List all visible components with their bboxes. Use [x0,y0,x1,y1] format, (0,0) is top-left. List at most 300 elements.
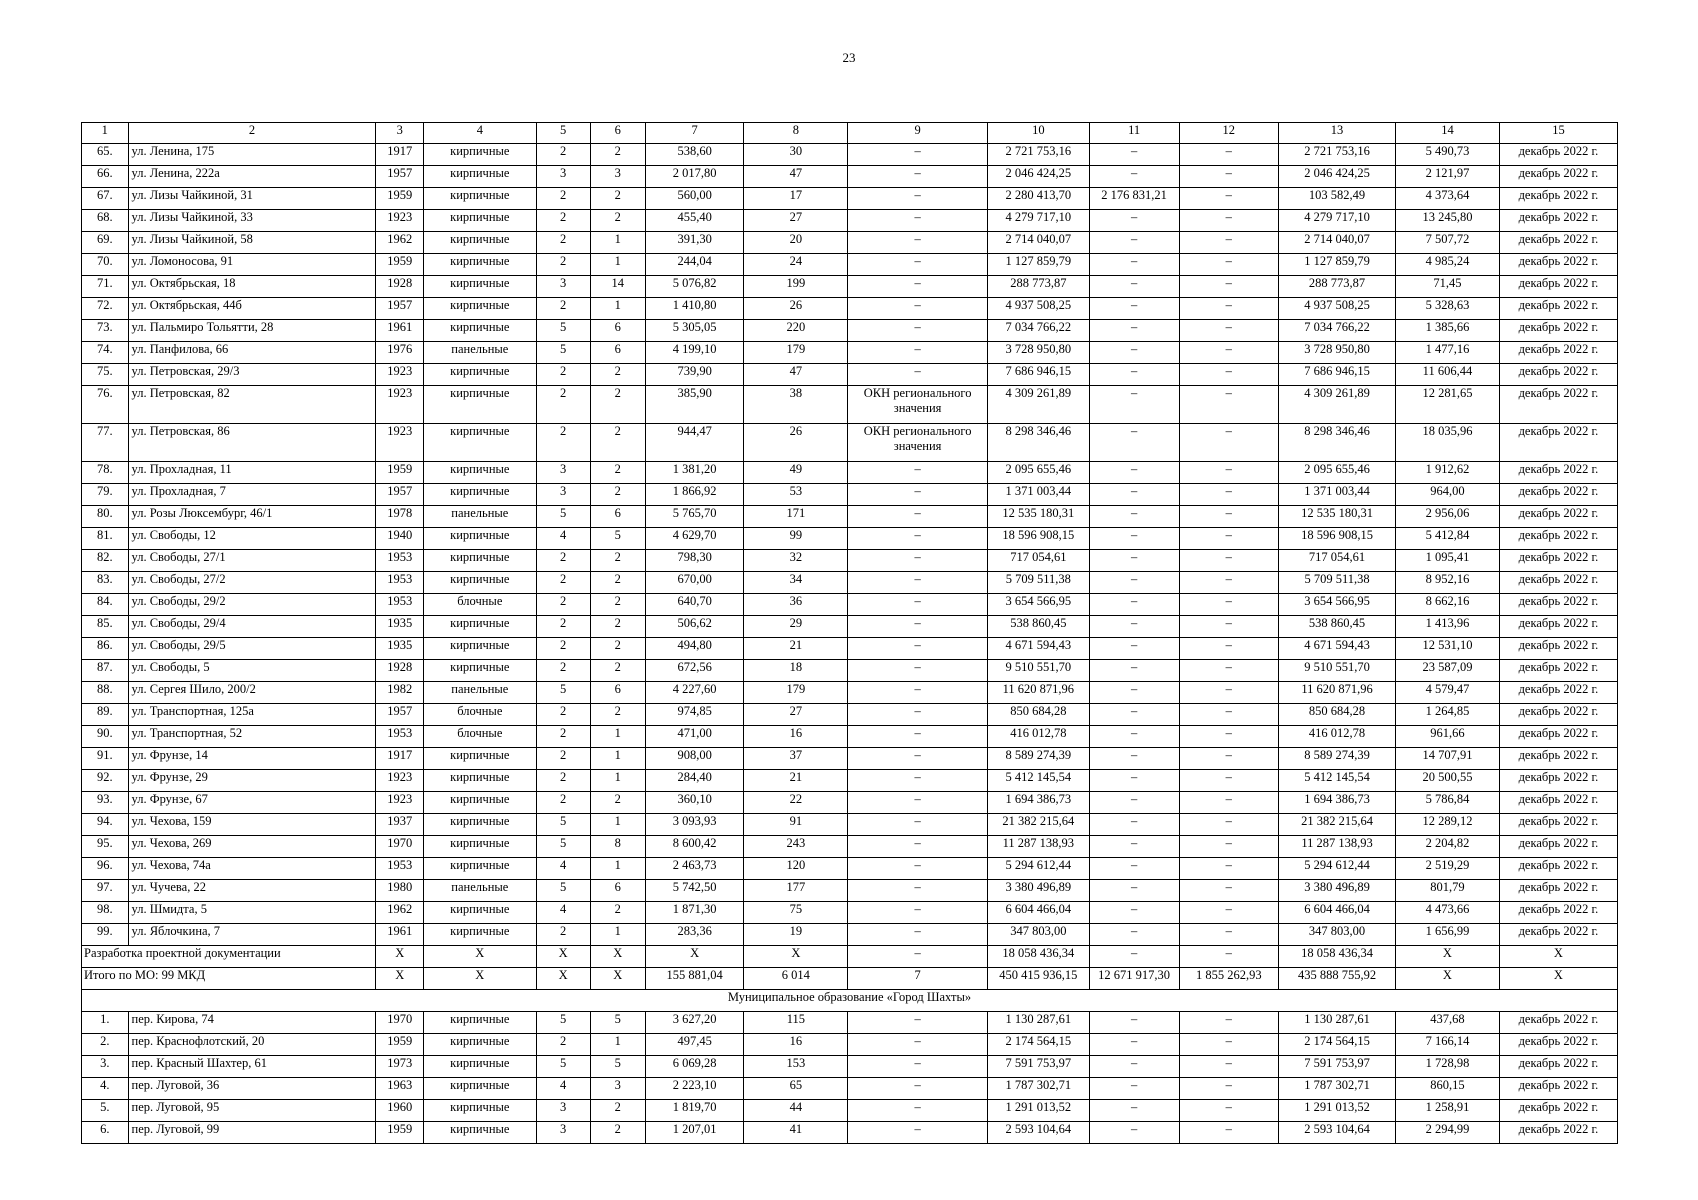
table-cell: 2 [536,144,590,166]
table-cell: 5 [536,836,590,858]
table-cell: 4 629,70 [645,528,744,550]
table-cell: 99 [744,528,848,550]
table-cell: кирпичные [424,276,537,298]
table-cell: – [848,594,988,616]
table-cell: кирпичные [424,1034,537,1056]
table-cell: – [1089,364,1179,386]
table-cell: 94. [82,814,129,836]
table-cell: 538,60 [645,144,744,166]
table-cell: 44 [744,1100,848,1122]
table-cell: 4 [536,902,590,924]
table-cell: 14 707,91 [1395,748,1499,770]
table-cell: – [848,616,988,638]
table-cell: 2 [590,660,645,682]
table-row [82,1034,1618,1056]
table-cell: 8 662,16 [1395,594,1499,616]
table-cell: – [1179,726,1279,748]
table-cell: 72. [82,298,129,320]
table-cell: 84. [82,594,129,616]
table-cell: 1917 [376,144,424,166]
table-cell: 177 [744,880,848,902]
table-cell: 1935 [376,638,424,660]
table-cell: – [848,1100,988,1122]
table-cell: – [848,462,988,484]
table-cell: 9 510 551,70 [987,660,1089,682]
table-cell: декабрь 2022 г. [1499,1056,1617,1078]
table-row [82,166,1618,188]
column-number: 3 [376,123,424,144]
table-row [82,506,1618,528]
table-cell: 81. [82,528,129,550]
table-cell: 18 035,96 [1395,424,1499,462]
table-row [82,550,1618,572]
table-cell: 88. [82,682,129,704]
table-cell: 2 046 424,25 [1279,166,1396,188]
summary-cell: 155 881,04 [645,968,744,990]
table-cell: – [1089,1100,1179,1122]
table-cell: 2 593 104,64 [1279,1122,1396,1144]
table-row [82,528,1618,550]
table-cell: – [1179,298,1279,320]
table-cell: ул. Лизы Чайкиной, 33 [128,210,376,232]
table-cell: 1 [590,814,645,836]
table-cell: – [848,1078,988,1100]
table-cell: 347 803,00 [1279,924,1396,946]
table-cell: пер. Кирова, 74 [128,1012,376,1034]
table-cell: – [1179,748,1279,770]
table-cell: 1 477,16 [1395,342,1499,364]
table-cell: 11 620 871,96 [987,682,1089,704]
table-cell: – [848,276,988,298]
table-cell: ул. Свободы, 5 [128,660,376,682]
table-cell: декабрь 2022 г. [1499,276,1617,298]
table-cell: декабрь 2022 г. [1499,166,1617,188]
table-cell: 3 627,20 [645,1012,744,1034]
summary-label: Разработка проектной документации [82,946,376,968]
table-cell: 2 [590,550,645,572]
table-cell: 2 [536,364,590,386]
table-cell: декабрь 2022 г. [1499,616,1617,638]
table-cell: 20 [744,232,848,254]
table-cell: – [1179,210,1279,232]
table-cell: ул. Чучева, 22 [128,880,376,902]
table-row [82,1122,1618,1144]
table-cell: 1 095,41 [1395,550,1499,572]
table-cell: 1959 [376,462,424,484]
table-cell: 65. [82,144,129,166]
table-cell: 1962 [376,902,424,924]
table-cell: 1 694 386,73 [1279,792,1396,814]
table-cell: 47 [744,364,848,386]
table-cell: 4 473,66 [1395,902,1499,924]
table-cell: 1 [590,1034,645,1056]
table-cell: 2 176 831,21 [1089,188,1179,210]
column-number: 13 [1279,123,1396,144]
table-cell: 18 596 908,15 [1279,528,1396,550]
table-cell: – [1179,924,1279,946]
table-cell: 53 [744,484,848,506]
table-cell: ул. Фрунзе, 14 [128,748,376,770]
table-cell: – [1179,792,1279,814]
table-cell: 2 223,10 [645,1078,744,1100]
table-cell: ул. Петровская, 29/3 [128,364,376,386]
table-cell: – [848,1012,988,1034]
table-row [82,726,1618,748]
table-cell: 1957 [376,298,424,320]
table-cell: 244,04 [645,254,744,276]
table-cell: – [1179,880,1279,902]
table-cell: ул. Розы Люксембург, 46/1 [128,506,376,528]
table-cell: декабрь 2022 г. [1499,660,1617,682]
table-cell: 2 174 564,15 [987,1034,1089,1056]
table-cell: кирпичные [424,364,537,386]
table-row [82,924,1618,946]
table-cell: 4 309 261,89 [1279,386,1396,424]
table-cell: 3 728 950,80 [1279,342,1396,364]
summary-row [82,968,1618,990]
table-row [82,814,1618,836]
table-cell: – [848,232,988,254]
table-cell: 27 [744,210,848,232]
table-cell: декабрь 2022 г. [1499,462,1617,484]
table-cell: – [1089,210,1179,232]
table-cell: ул. Фрунзе, 67 [128,792,376,814]
table-cell: 12 281,65 [1395,386,1499,424]
table-cell: 1959 [376,1034,424,1056]
table-cell: – [1089,232,1179,254]
table-cell: 4 937 508,25 [1279,298,1396,320]
table-cell: – [1089,1078,1179,1100]
table-cell: 69. [82,232,129,254]
table-cell: 850 684,28 [1279,704,1396,726]
table-cell: – [848,210,988,232]
table-cell: – [1179,232,1279,254]
table-cell: 2 714 040,07 [1279,232,1396,254]
table-cell: 2 [536,210,590,232]
table-row [82,1100,1618,1122]
column-number: 9 [848,123,988,144]
summary-cell: X [424,968,537,990]
table-cell: – [1089,528,1179,550]
table-cell: 6 069,28 [645,1056,744,1078]
table-cell: 32 [744,550,848,572]
table-cell: 964,00 [1395,484,1499,506]
table-cell: декабрь 2022 г. [1499,484,1617,506]
table-row [82,858,1618,880]
table-cell: кирпичные [424,1056,537,1078]
table-cell: кирпичные [424,484,537,506]
table-cell: 8 298 346,46 [1279,424,1396,462]
table-cell: 18 [744,660,848,682]
table-cell: кирпичные [424,550,537,572]
table-cell: 5 328,63 [1395,298,1499,320]
table-cell: 1 [590,858,645,880]
table-cell: ул. Чехова, 269 [128,836,376,858]
table-cell: 1923 [376,364,424,386]
table-cell: 2. [82,1034,129,1056]
table-cell: 199 [744,276,848,298]
housing-register-table [81,122,1618,1144]
table-cell: – [848,748,988,770]
table-cell: 80. [82,506,129,528]
table-cell: кирпичные [424,748,537,770]
table-cell: 2 [590,572,645,594]
table-cell: 24 [744,254,848,276]
table-cell: ул. Пальмиро Тольятти, 28 [128,320,376,342]
table-cell: – [1179,188,1279,210]
table-cell: панельные [424,880,537,902]
table-cell: 16 [744,1034,848,1056]
table-cell: – [1089,506,1179,528]
table-cell: – [1179,814,1279,836]
table-cell: – [848,1034,988,1056]
table-cell: 1928 [376,276,424,298]
table-cell: 65 [744,1078,848,1100]
table-cell: – [1179,1100,1279,1122]
table-cell: 1 [590,254,645,276]
table-cell: кирпичные [424,1012,537,1034]
table-cell: – [848,792,988,814]
table-cell: 3. [82,1056,129,1078]
table-cell: 4 309 261,89 [987,386,1089,424]
summary-cell: – [1179,946,1279,968]
table-cell: кирпичные [424,188,537,210]
table-row [82,770,1618,792]
table-cell: 974,85 [645,704,744,726]
table-cell: ул. Свободы, 29/2 [128,594,376,616]
table-row [82,1012,1618,1034]
table-cell: ул. Свободы, 27/2 [128,572,376,594]
table-row [82,836,1618,858]
table-cell: декабрь 2022 г. [1499,682,1617,704]
column-number: 11 [1089,123,1179,144]
table-cell: 360,10 [645,792,744,814]
table-cell: ул. Транспортная, 125а [128,704,376,726]
table-cell: 1923 [376,424,424,462]
table-cell: 11 620 871,96 [1279,682,1396,704]
table-cell: 2 121,97 [1395,166,1499,188]
table-cell: 5 [536,814,590,836]
table-cell: – [848,704,988,726]
summary-cell: 6 014 [744,968,848,990]
table-cell: – [1089,902,1179,924]
table-cell: – [1179,682,1279,704]
page-number: 23 [842,50,856,65]
table-cell: 5 412 145,54 [1279,770,1396,792]
table-cell: кирпичные [424,792,537,814]
table-cell: 1 381,20 [645,462,744,484]
column-number: 8 [744,123,848,144]
table-cell: 1962 [376,232,424,254]
table-cell: – [1089,298,1179,320]
summary-cell: 18 058 436,34 [987,946,1089,968]
table-cell: – [1089,594,1179,616]
table-cell: декабрь 2022 г. [1499,528,1617,550]
table-row [82,660,1618,682]
table-cell: 103 582,49 [1279,188,1396,210]
table-cell: – [848,726,988,748]
table-cell: 717 054,61 [987,550,1089,572]
table-row [82,1078,1618,1100]
summary-cell: X [1499,968,1617,990]
table-cell: 1 385,66 [1395,320,1499,342]
table-cell: 36 [744,594,848,616]
table-cell: – [848,254,988,276]
table-cell: 4 199,10 [645,342,744,364]
table-cell: – [1179,166,1279,188]
table-cell: 5 [590,1012,645,1034]
table-cell: 4 279 717,10 [1279,210,1396,232]
table-cell: 8 589 274,39 [1279,748,1396,770]
table-cell: – [1089,1012,1179,1034]
table-row [82,188,1618,210]
table-cell: – [1089,166,1179,188]
table-cell: 3 [536,1100,590,1122]
table-cell: 3 [536,462,590,484]
table-cell: 7 686 946,15 [987,364,1089,386]
table-cell: декабрь 2022 г. [1499,858,1617,880]
table-cell: – [1179,550,1279,572]
table-cell: 2 [536,188,590,210]
table-cell: 3 093,93 [645,814,744,836]
table-cell: декабрь 2022 г. [1499,814,1617,836]
table-cell: кирпичные [424,1122,537,1144]
table-cell: кирпичные [424,424,537,462]
summary-cell: X [376,968,424,990]
summary-cell: X [376,946,424,968]
table-cell: декабрь 2022 г. [1499,792,1617,814]
table-cell: декабрь 2022 г. [1499,1034,1617,1056]
table-cell: 1953 [376,550,424,572]
table-cell: 6 [590,682,645,704]
table-cell: – [848,1056,988,1078]
table-cell: 9 510 551,70 [1279,660,1396,682]
table-cell: 6 [590,320,645,342]
table-cell: – [848,880,988,902]
table-cell: 560,00 [645,188,744,210]
table-cell: 22 [744,792,848,814]
table-cell: 5 [536,1012,590,1034]
table-cell: 2 017,80 [645,166,744,188]
table-cell: – [1089,1056,1179,1078]
table-cell: 1 787 302,71 [1279,1078,1396,1100]
table-cell: 1970 [376,1012,424,1034]
table-cell: 1 291 013,52 [987,1100,1089,1122]
table-cell: ул. Свободы, 12 [128,528,376,550]
table-cell: 3 [536,166,590,188]
summary-cell: X [424,946,537,968]
table-cell: 5 294 612,44 [987,858,1089,880]
table-cell: – [1089,386,1179,424]
table-cell: ул. Шмидта, 5 [128,902,376,924]
table-row [82,1056,1618,1078]
table-cell: – [1089,462,1179,484]
table-cell: – [1089,880,1179,902]
table-cell: 37 [744,748,848,770]
table-cell: 1 258,91 [1395,1100,1499,1122]
table-cell: 2 721 753,16 [987,144,1089,166]
table-cell: 1 871,30 [645,902,744,924]
table-row [82,386,1618,424]
column-number: 1 [82,123,129,144]
table-cell: ОКН регионального значения [848,424,988,462]
table-cell: пер. Луговой, 95 [128,1100,376,1122]
table-cell: 99. [82,924,129,946]
table-cell: декабрь 2022 г. [1499,880,1617,902]
table-cell: 90. [82,726,129,748]
table-cell: 2 956,06 [1395,506,1499,528]
table-cell: 1970 [376,836,424,858]
table-cell: – [1089,660,1179,682]
table-cell: 7 034 766,22 [987,320,1089,342]
table-cell: 1 371 003,44 [1279,484,1396,506]
table-cell: 670,00 [645,572,744,594]
table-cell: 3 380 496,89 [1279,880,1396,902]
table-cell: – [1089,572,1179,594]
table-cell: – [1089,924,1179,946]
table-cell: 6. [82,1122,129,1144]
table-cell: 2 [536,386,590,424]
table-cell: 1957 [376,484,424,506]
table-cell: 21 382 215,64 [1279,814,1396,836]
table-cell: 2 095 655,46 [987,462,1089,484]
table-row [82,462,1618,484]
table-cell: 2 [536,298,590,320]
table-cell: 38 [744,386,848,424]
table-cell: декабрь 2022 г. [1499,320,1617,342]
table-cell: – [1179,836,1279,858]
table-cell: – [1179,342,1279,364]
table-cell: кирпичные [424,836,537,858]
summary-cell: 7 [848,968,988,990]
table-cell: 6 [590,342,645,364]
table-cell: ул. Ленина, 175 [128,144,376,166]
table-cell: 5 412,84 [1395,528,1499,550]
table-cell: 5. [82,1100,129,1122]
table-cell: 1960 [376,1100,424,1122]
table-cell: 12 535 180,31 [1279,506,1396,528]
table-cell: 14 [590,276,645,298]
table-cell: кирпичные [424,144,537,166]
table-cell: 4 671 594,43 [987,638,1089,660]
table-row [82,298,1618,320]
column-number: 5 [536,123,590,144]
table-cell: 2 [590,484,645,506]
table-cell: 2 174 564,15 [1279,1034,1396,1056]
table-cell: 2 [590,210,645,232]
table-cell: – [1089,144,1179,166]
table-cell: 1 413,96 [1395,616,1499,638]
table-cell: 12 535 180,31 [987,506,1089,528]
table-cell: – [848,638,988,660]
table-cell: 1 866,92 [645,484,744,506]
table-cell: 2 [590,386,645,424]
summary-cell: – [848,946,988,968]
table-cell: 538 860,45 [1279,616,1396,638]
table-cell: кирпичные [424,232,537,254]
summary-cell: 435 888 755,92 [1279,968,1396,990]
table-cell: 798,30 [645,550,744,572]
table-cell: 77. [82,424,129,462]
table-cell: 49 [744,462,848,484]
table-cell: ул. Свободы, 29/5 [128,638,376,660]
table-cell: – [848,166,988,188]
table-cell: декабрь 2022 г. [1499,364,1617,386]
table-cell: ул. Октябрьская, 18 [128,276,376,298]
table-cell: 385,90 [645,386,744,424]
table-row [82,792,1618,814]
table-cell: 76. [82,386,129,424]
